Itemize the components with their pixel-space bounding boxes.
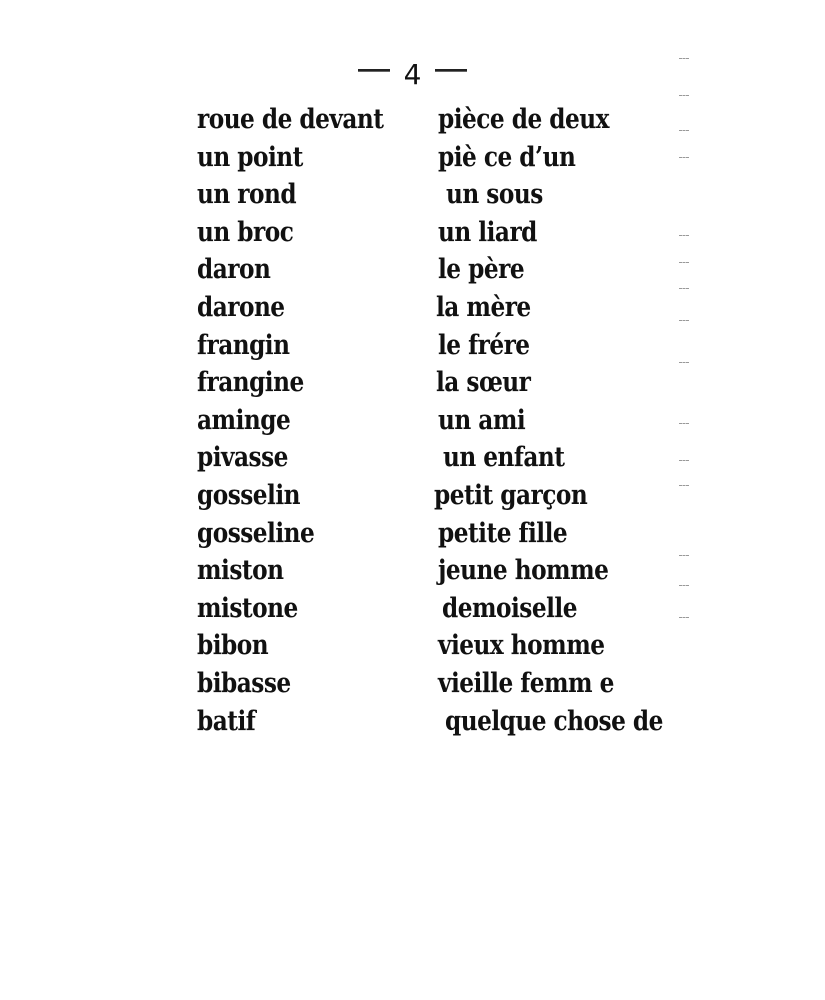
meaning: un enfant [443,442,565,474]
glossary-row [0,217,825,255]
scan-edge-marks [675,40,695,660]
edge-mark [679,58,689,59]
header-rule-left [358,69,390,72]
slang-term: daron [197,254,271,286]
glossary-row [0,179,825,217]
edge-mark [679,555,689,556]
edge-mark [679,157,689,158]
slang-term: gosseline [197,517,315,549]
edge-mark [679,585,689,586]
slang-term: un rond [197,179,297,211]
slang-term: un broc [197,216,294,248]
glossary-row [0,706,825,744]
edge-mark [679,288,689,289]
edge-mark [679,320,689,321]
glossary-row [0,442,825,480]
page-header [0,58,825,91]
edge-mark [679,362,689,363]
slang-term: aminge [197,404,291,436]
meaning: la sœur [436,367,531,399]
meaning: le père [438,254,525,286]
meaning: le frére [438,329,530,361]
slang-term: bibon [197,630,269,662]
edge-mark [679,485,689,486]
glossary-row [0,518,825,556]
slang-term: frangine [197,367,304,399]
edge-mark [679,617,689,618]
glossary-row [0,668,825,706]
glossary-row [0,555,825,593]
meaning: un liard [438,216,537,248]
glossary-row [0,104,825,142]
meaning: petit garçon [434,479,588,511]
page-number: 4 [403,58,422,91]
glossary-row [0,292,825,330]
meaning: piè ce d’un [438,141,576,173]
header-rule-right [435,69,467,72]
meaning: vieille femm e [438,667,614,699]
slang-term: mistone [197,592,298,624]
glossary-row [0,330,825,368]
slang-term: gosselin [197,479,301,511]
meaning: quelque chose de [445,705,663,737]
meaning: la mère [436,291,531,323]
meaning: jeune homme [438,555,609,587]
slang-term: bibasse [197,667,291,699]
slang-term: frangin [197,329,290,361]
glossary-row [0,593,825,631]
glossary-row [0,630,825,668]
slang-term: un point [197,141,303,173]
meaning: un sous [446,179,543,211]
glossary-row [0,405,825,443]
meaning: demoiselle [442,592,577,624]
glossary-list [0,104,825,743]
glossary-row [0,142,825,180]
slang-term: darone [197,291,285,323]
slang-term: batif [197,705,256,737]
edge-mark [679,130,689,131]
slang-term: roue de devant [197,104,384,135]
slang-term: pivasse [197,442,288,474]
meaning: petite fille [438,517,568,549]
glossary-row [0,367,825,405]
meaning: vieux homme [438,630,605,662]
edge-mark [679,95,689,96]
edge-mark [679,460,689,461]
meaning: pièce de deux [438,104,609,135]
edge-mark [679,423,689,424]
slang-term: miston [197,555,284,587]
meaning: un ami [438,404,526,436]
edge-mark [679,262,689,263]
edge-mark [679,235,689,236]
glossary-row [0,254,825,292]
glossary-row [0,480,825,518]
